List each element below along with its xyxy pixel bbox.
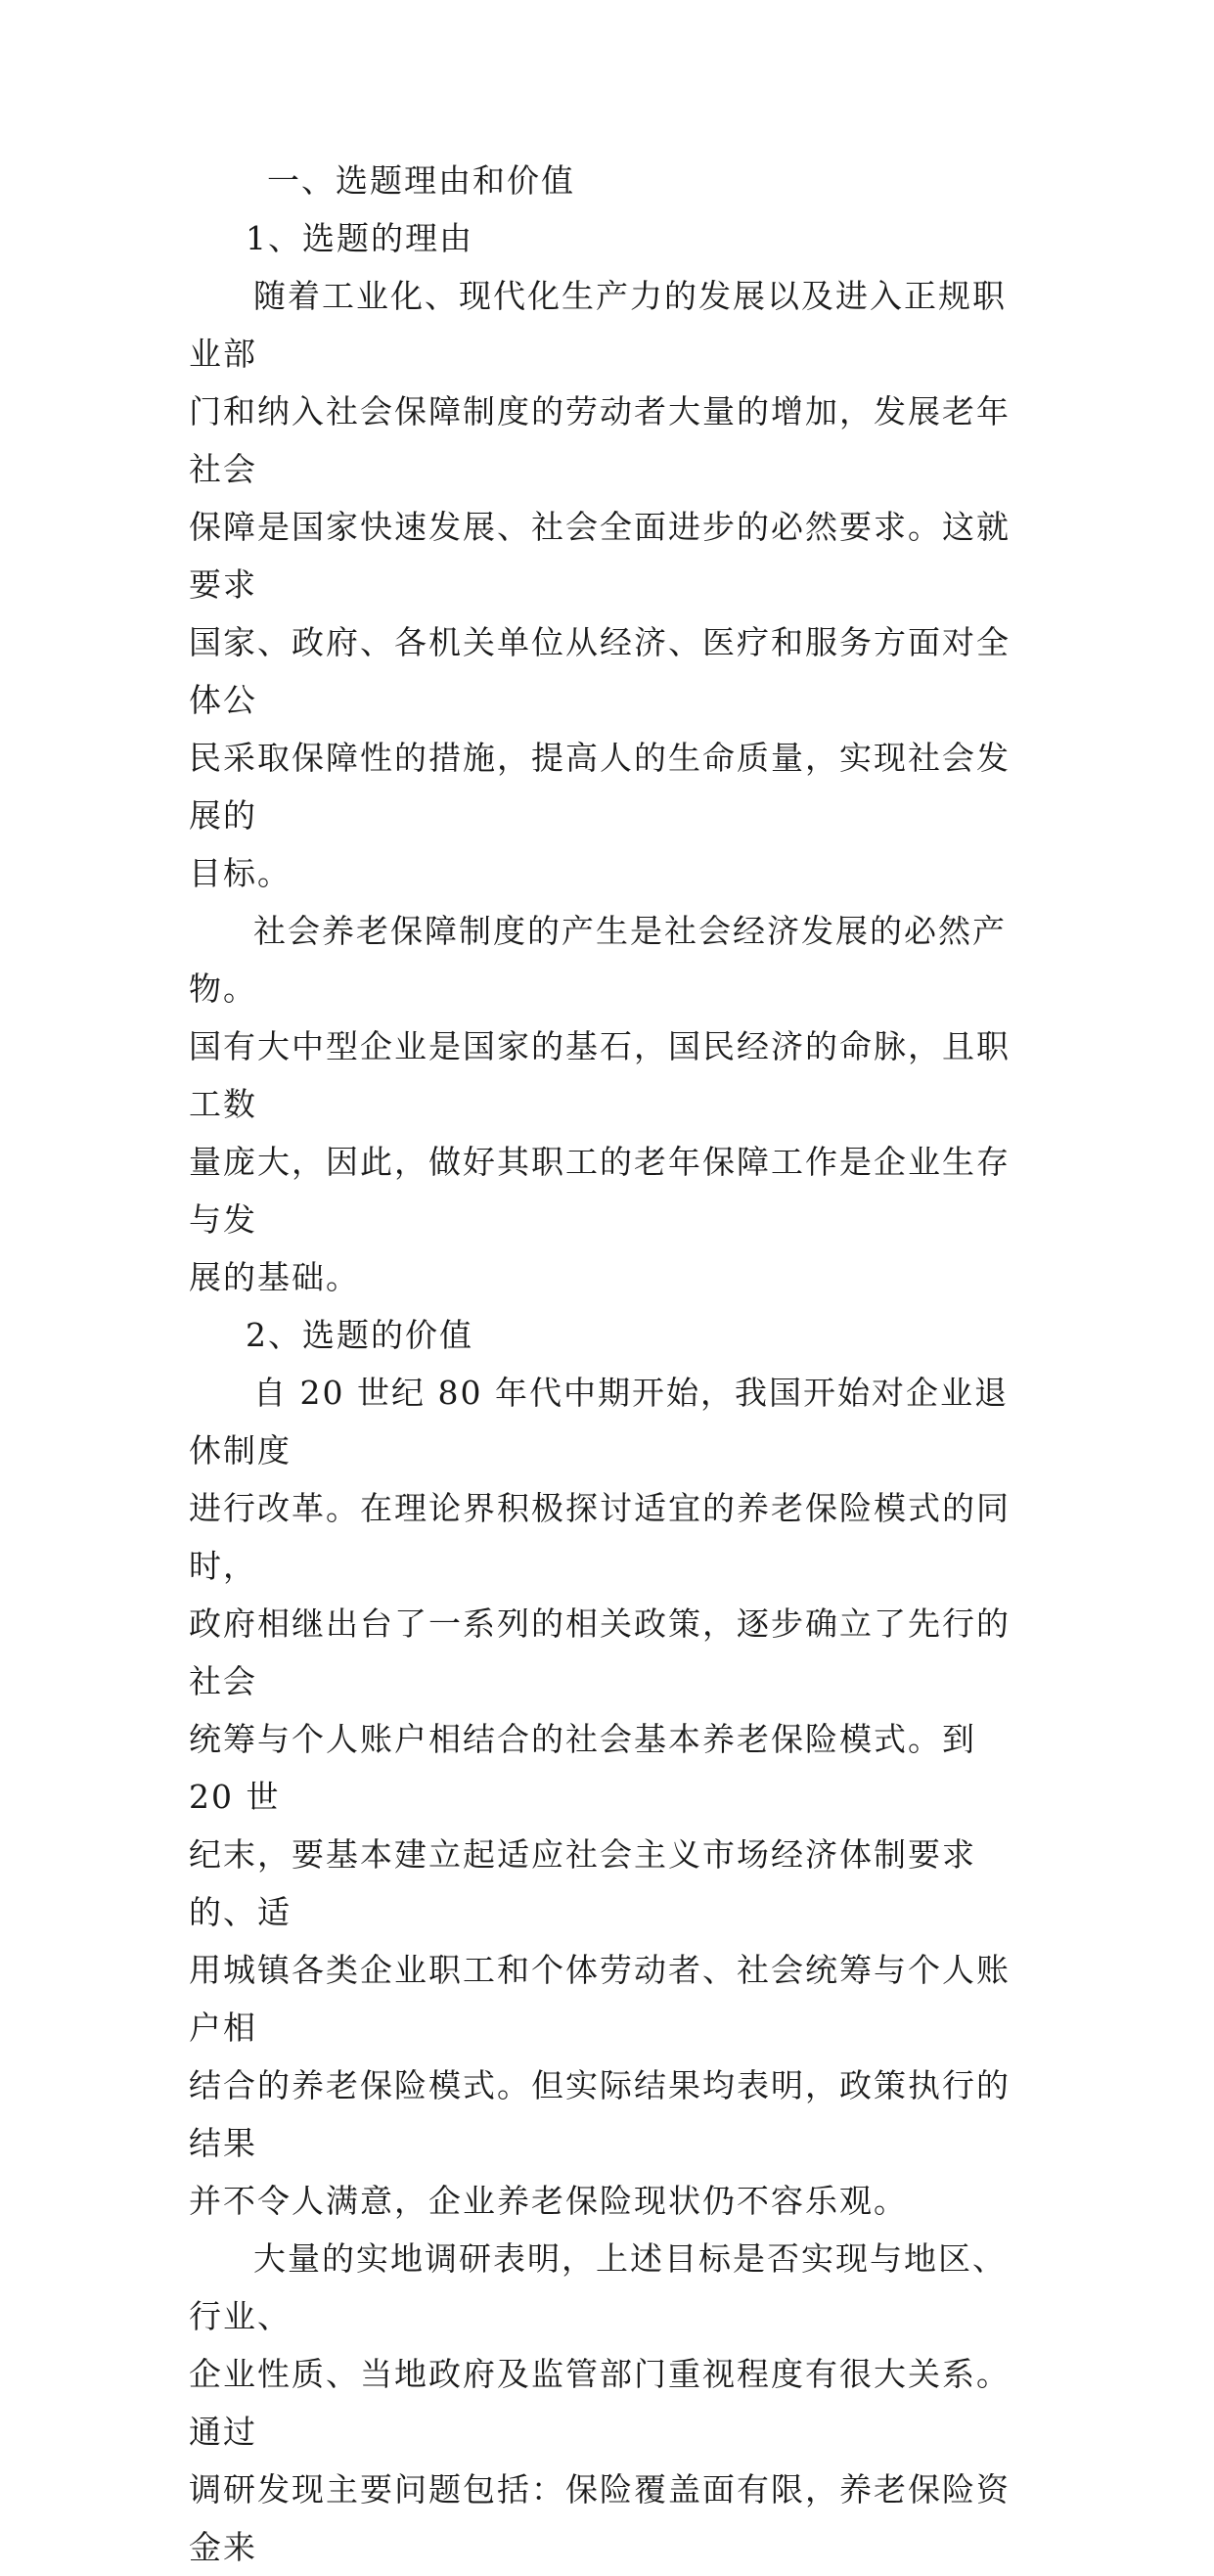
text-line: 统筹与个人账户相结合的社会基本养老保险模式。到 20 世 [189,1720,976,1816]
paragraph-value-1 [189,1364,1030,2230]
text-line: 纪末，要基本建立起适应社会主义市场经济体制要求的、适 [189,1835,976,1931]
text-line: 政府相继出台了一系列的相关政策，逐步确立了先行的社会 [189,1604,1011,1700]
text-line: 结合的养老保险模式。但实际结果均表明，政策执行的结果 [189,2066,1011,2162]
paragraph-reasons-2 [189,902,1030,1306]
text-line: 民采取保障性的措施，提高人的生命质量，实现社会发展的 [189,739,1011,835]
text-line: 大量的实地调研表明，上述目标是否实现与地区、行业、 [189,2239,1007,2335]
paragraph-value-2 [189,2230,1030,2576]
text-line: 调研发现主要问题包括：保险覆盖面有限，养老保险资金来 [189,2470,1011,2566]
text-line: 自 20 世纪 80 年代中期开始，我国开始对企业退休制度 [189,1374,1009,1469]
text-line: 进行改革。在理论界积极探讨适宜的养老保险模式的同时， [189,1489,1011,1585]
subsection-heading-reasons: 1、选题的理由 [246,219,473,257]
text-line: 社会养老保障制度的产生是社会经济发展的必然产物。 [189,912,1007,1008]
subsection-heading-value: 2、选题的价值 [246,1316,473,1354]
text-line: 量庞大，因此，做好其职工的老年保障工作是企业生存与发 [189,1143,1011,1239]
text-line: 目标。 [189,854,292,892]
text-line: 企业性质、当地政府及监管部门重视程度有很大关系。通过 [189,2355,1011,2451]
text-line: 国家、政府、各机关单位从经济、医疗和服务方面对全体公 [189,623,1011,719]
text-line: 并不令人满意，企业养老保险现状仍不容乐观。 [189,2182,908,2220]
section-heading: 一、选题理由和价值 [267,161,575,200]
text-line: 门和纳入社会保障制度的劳动者大量的增加，发展老年社会 [189,392,1011,488]
text-line: 保障是国家快速发展、社会全面进步的必然要求。这就要求 [189,508,1011,604]
text-line: 用城镇各类企业职工和个体劳动者、社会统筹与个人账户相 [189,1951,1011,2047]
text-line: 展的基础。 [189,1258,360,1296]
document-body [189,152,1030,2576]
text-line: 随着工业化、现代化生产力的发展以及进入正规职业部 [189,277,1007,373]
text-line: 国有大中型企业是国家的基石，国民经济的命脉，且职工数 [189,1027,1011,1123]
paragraph-reasons-1 [189,267,1030,902]
